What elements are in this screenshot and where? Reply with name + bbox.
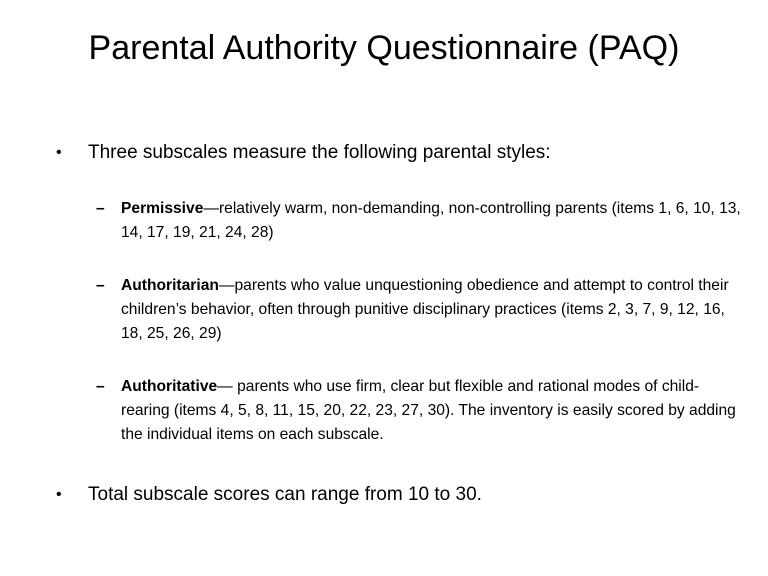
subbullet-marker: – (96, 277, 105, 294)
subbullet-item-authoritative (96, 375, 746, 447)
bullet-item-score-range (56, 483, 736, 507)
subbullet-marker: – (96, 378, 105, 395)
slide-title: Parental Authority Questionnaire (PAQ) (88, 29, 680, 67)
subbullet-term: Authoritative (121, 378, 218, 395)
subbullet-term: Permissive (121, 200, 204, 217)
bullet-item-subscales (56, 141, 736, 165)
subbullet-term: Authoritarian (121, 277, 219, 294)
subbullet-marker: – (96, 200, 105, 217)
bullet-text: Three subscales measure the following parental styles: (88, 142, 551, 163)
bullet-text: Total subscale scores can range from 10 to 30. (88, 484, 482, 505)
subbullet-body (121, 197, 746, 245)
subbullet-item-authoritarian (96, 274, 746, 346)
subbullet-body (121, 375, 746, 447)
bullet-marker: • (56, 144, 62, 161)
subbullet-body (121, 274, 746, 346)
bullet-marker: • (56, 486, 62, 503)
subbullet-text: —parents who value unquestioning obedience and attempt to control their children’s behavior, often through punitive disciplinary practices (items 2, 3, 7, 9, 12, 16, 18, 25, 26, 29) (121, 277, 729, 342)
subbullet-item-permissive (96, 197, 746, 245)
subbullet-text: —relatively warm, non-demanding, non-controlling parents (items 1, 6, 10, 13, 14, 17, 19, 21, 24, 28) (121, 200, 741, 241)
subbullet-text: — parents who use firm, clear but flexible and rational modes of child-rearing (items 4, 5, 8, 11, 15, 20, 22, 23, 27, 30). The inventory is easily scored by adding the individual items on each subscale. (121, 378, 736, 443)
